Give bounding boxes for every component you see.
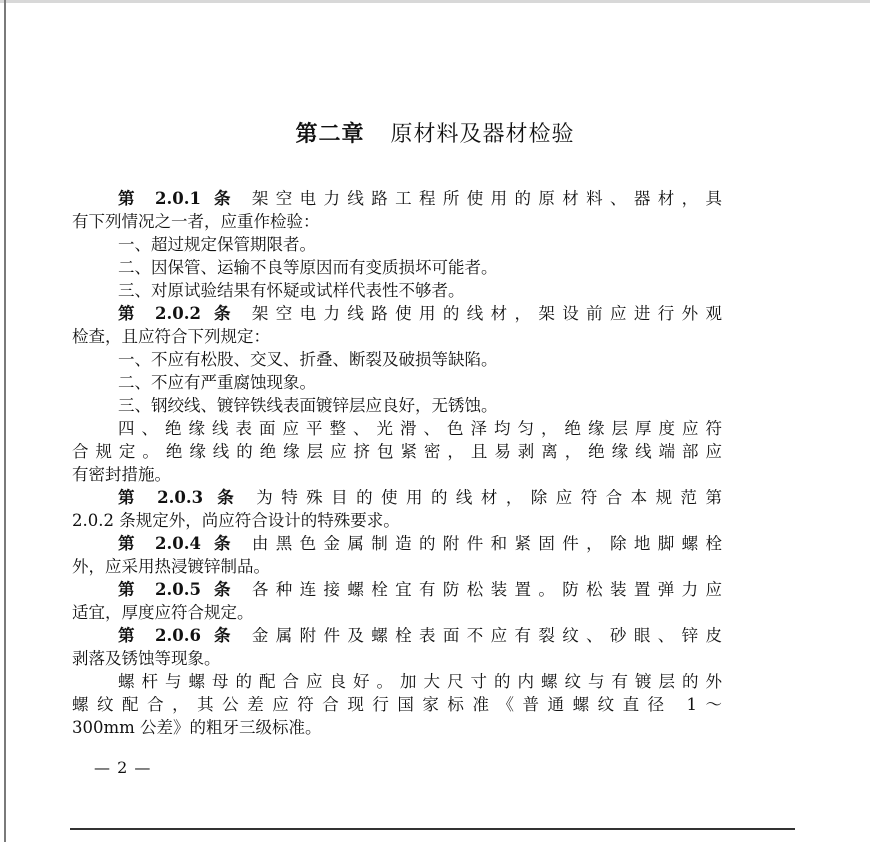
text-line bbox=[72, 325, 722, 348]
line-text: 一、不应有松股、交叉、折叠、断裂及破损等缺陷。 bbox=[118, 350, 498, 369]
line-text: 由黑色金属制造的附件和紧固件，除地脚螺栓 bbox=[251, 534, 723, 553]
text-line bbox=[72, 417, 722, 440]
text-line bbox=[72, 578, 722, 601]
chapter-number: 第二章 bbox=[295, 121, 365, 147]
article-number: 第 2.0.4 条 bbox=[118, 534, 238, 553]
line-text: 各种连接螺栓宜有防松装置。防松装置弹力应 bbox=[251, 580, 723, 599]
line-text: 剥落及锈蚀等现象。 bbox=[72, 649, 221, 668]
line-text: 二、不应有严重腐蚀现象。 bbox=[118, 373, 316, 392]
line-text: 架空电力线路工程所使用的原材料、器材，具 bbox=[251, 189, 723, 208]
text-line bbox=[72, 624, 722, 647]
line-text: 外，应采用热浸镀锌制品。 bbox=[72, 557, 270, 576]
text-line bbox=[72, 693, 722, 716]
line-text: 螺杆与螺母的配合应良好。加大尺寸的内螺纹与有镀层的外 bbox=[118, 672, 722, 691]
text-line bbox=[72, 463, 722, 486]
line-text: 有下列情况之一者，应重作检验： bbox=[72, 212, 320, 231]
line-text: 螺纹配合，其公差应符合现行国家标准《普通螺纹直径 1～ bbox=[72, 695, 722, 714]
line-text: 金属附件及螺栓表面不应有裂纹、砂眼、锌皮 bbox=[251, 626, 723, 645]
line-text: 三、对原试验结果有怀疑或试样代表性不够者。 bbox=[118, 281, 465, 300]
text-line bbox=[72, 532, 722, 555]
text-line bbox=[72, 279, 722, 302]
line-text: 适宜，厚度应符合规定。 bbox=[72, 603, 254, 622]
line-text: 为特殊目的使用的线材，除应符合本规范第 bbox=[256, 488, 723, 507]
text-line bbox=[72, 440, 722, 463]
chapter-heading: 原材料及器材检验 bbox=[390, 122, 575, 147]
text-line bbox=[72, 302, 722, 325]
line-text: 检查，且应符合下列规定： bbox=[72, 327, 270, 346]
line-text: 架空电力线路使用的线材，架设前应进行外观 bbox=[251, 304, 723, 323]
document-body bbox=[72, 187, 722, 739]
line-text: 合规定。绝缘线的绝缘层应挤包紧密，且易剥离，绝缘线端部应 bbox=[72, 442, 722, 461]
text-line bbox=[72, 210, 722, 233]
page-top-edge bbox=[0, 0, 870, 3]
text-line bbox=[72, 371, 722, 394]
line-text: 四、绝缘线表面应平整、光滑、色泽均匀，绝缘层厚度应符 bbox=[118, 419, 722, 438]
line-text: 300mm 公差》的粗牙三级标准。 bbox=[72, 718, 322, 737]
chapter-title bbox=[0, 117, 870, 148]
line-text: 有密封措施。 bbox=[72, 465, 171, 484]
text-line bbox=[72, 187, 722, 210]
article-number: 第 2.0.5 条 bbox=[118, 580, 238, 599]
text-line bbox=[72, 601, 722, 624]
bottom-rule bbox=[70, 828, 795, 830]
page-number: — 2 — bbox=[94, 758, 152, 777]
text-line bbox=[72, 647, 722, 670]
article-number: 第 2.0.6 条 bbox=[118, 626, 238, 645]
article-number: 第 2.0.1 条 bbox=[118, 189, 238, 208]
article-number: 第 2.0.3 条 bbox=[118, 488, 243, 507]
text-line bbox=[72, 233, 722, 256]
line-text: 三、钢绞线、镀锌铁线表面镀锌层应良好，无锈蚀。 bbox=[118, 396, 498, 415]
article-number: 第 2.0.2 条 bbox=[118, 304, 238, 323]
text-line bbox=[72, 394, 722, 417]
line-text: 2.0.2 条规定外，尚应符合设计的特殊要求。 bbox=[72, 511, 400, 530]
text-line bbox=[72, 670, 722, 693]
text-line bbox=[72, 486, 722, 509]
text-line bbox=[72, 256, 722, 279]
text-line bbox=[72, 509, 722, 532]
line-text: 二、因保管、运输不良等原因而有变质损坏可能者。 bbox=[118, 258, 498, 277]
text-line bbox=[72, 555, 722, 578]
text-line bbox=[72, 348, 722, 371]
line-text: 一、超过规定保管期限者。 bbox=[118, 235, 316, 254]
text-line bbox=[72, 716, 722, 739]
